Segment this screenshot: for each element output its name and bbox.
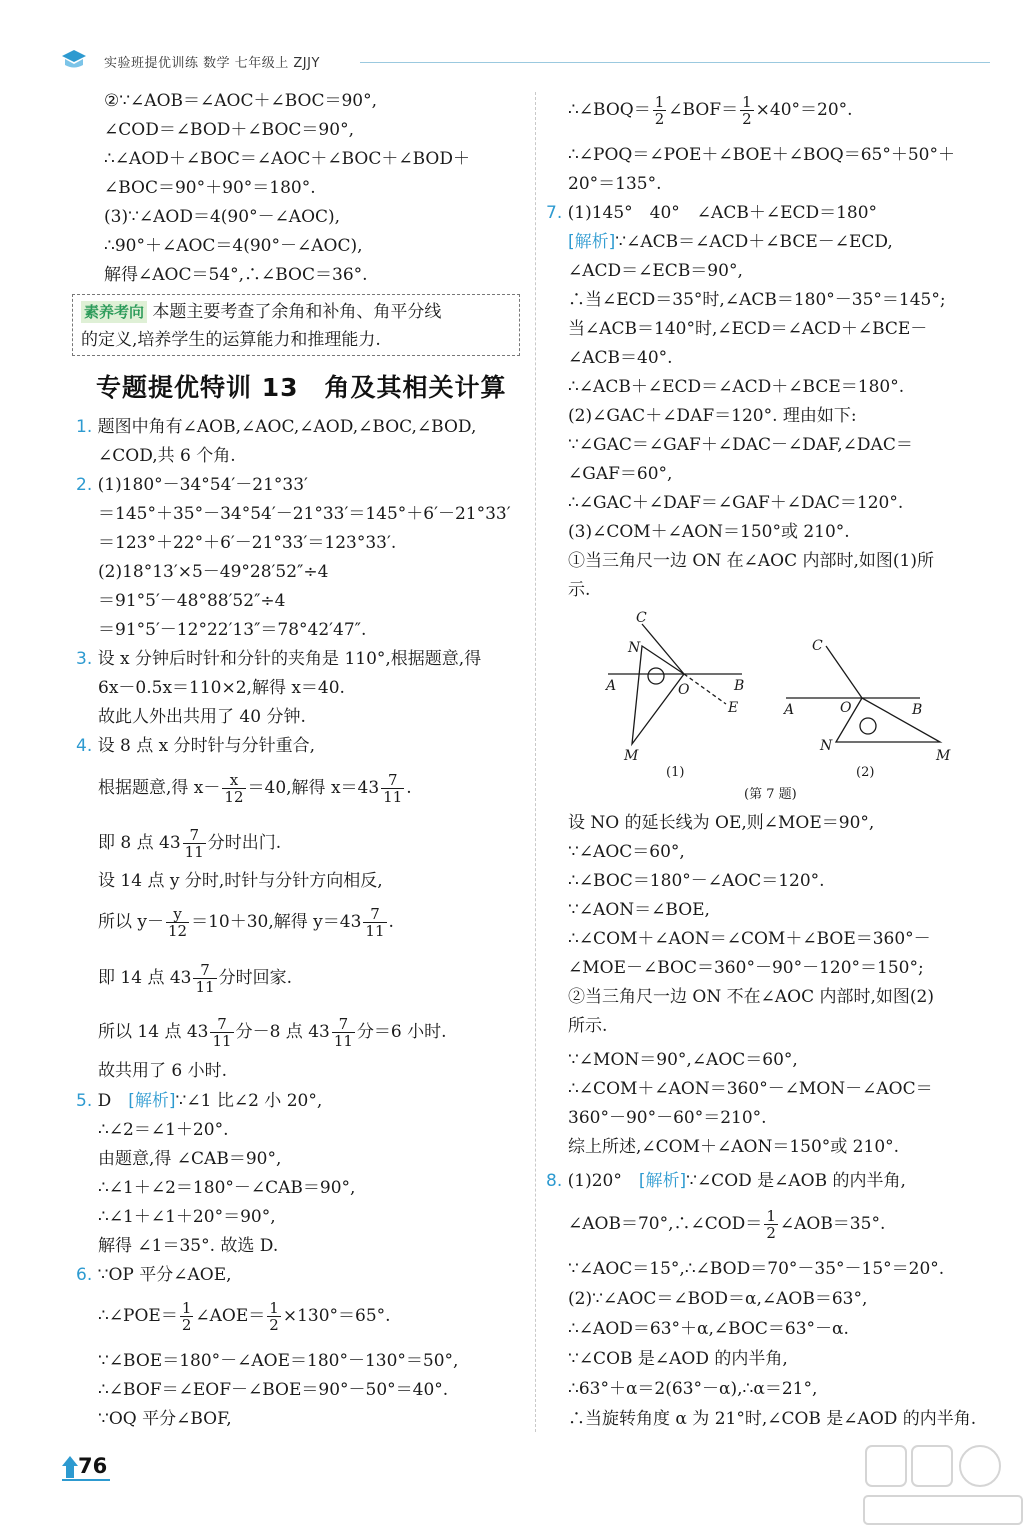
text-line: (2)∵∠AOC＝∠BOD＝α,∠AOB＝63°, <box>568 1289 868 1309</box>
text-line: ∴∠COM＋∠AON＝∠COM＋∠BOE＝360°－ <box>568 929 931 949</box>
text-line: ∴∠GAC＋∠DAF＝∠GAF＋∠DAC＝120°. <box>568 493 904 513</box>
section-title: 专题提优特训 13 角及其相关计算 <box>96 373 507 402</box>
text-line: ∴∠1＋∠1＋20°＝90°, <box>98 1207 276 1227</box>
header-rule <box>360 62 990 63</box>
analysis-tag: [解析] <box>128 1091 176 1111</box>
fraction: $\frac{1}{2}$ <box>654 93 665 128</box>
text-line: ∠AOB＝70°,∴∠COD＝ $\frac{1}{2}$ ∠AOB＝35°. <box>568 1207 886 1242</box>
text-line: ∠COD＝∠BOD＋∠BOC＝90°, <box>104 120 354 140</box>
text-line: 所以 14 点 43 $\frac{7}{11}$ 分－8 点 43 $\frac{7}{11}$ 分＝6 小时. <box>98 1015 447 1050</box>
fraction: $\frac{7}{11}$ <box>212 1015 232 1050</box>
question-7: 7. (1)145° 40° ∠ACB＋∠ECD＝180° <box>546 203 878 223</box>
text-line: 所示. <box>568 1016 608 1036</box>
text-line: 6x－0.5x＝110×2,解得 x＝40. <box>98 678 345 698</box>
svg-text:(2): (2) <box>856 765 875 780</box>
question-6: 6. ∵OP 平分∠AOE, <box>76 1265 232 1285</box>
question-4: 4. 设 8 点 x 分时针与分针重合, <box>76 736 316 756</box>
svg-text:B: B <box>912 702 923 718</box>
text-line: ∠ACD＝∠ECB＝90°, <box>568 261 743 281</box>
svg-text:A: A <box>606 678 617 694</box>
text-line: 解得 ∠1＝35°. 故选 D. <box>98 1236 279 1256</box>
text-line: 设 NO 的延长线为 OE,则∠MOE＝90°, <box>568 813 875 833</box>
text-line: ∠GAF＝60°, <box>568 464 673 484</box>
text-line: 故共用了 6 小时. <box>98 1061 228 1081</box>
text-line: ∵∠GAC＝∠GAF＋∠DAC－∠DAF,∠DAC＝ <box>568 435 913 455</box>
svg-text:N: N <box>820 738 833 754</box>
text-line: ∴63°＋α＝2(63°－α),∴α＝21°, <box>568 1379 818 1399</box>
svg-text:B: B <box>734 678 745 694</box>
text-line: ∵∠AOC＝15°,∴∠BOD＝70°－35°－15°＝20°. <box>568 1259 945 1279</box>
text-line: ∵∠AON＝∠BOE, <box>568 900 710 920</box>
text-line: ∴∠POQ＝∠POE＋∠BOE＋∠BOQ＝65°＋50°＋ <box>568 145 955 165</box>
note-line-2: 的定义,培养学生的运算能力和推理能力. <box>81 330 381 350</box>
column-divider <box>535 92 536 1432</box>
text-line: ∴∠BOC＝180°－∠AOC＝120°. <box>568 871 825 891</box>
page-number: 76 <box>78 1454 108 1478</box>
svg-text:N: N <box>628 640 641 656</box>
text-line: 360°－90°－60°＝210°. <box>568 1108 767 1128</box>
analysis-tag: [解析] <box>568 232 616 252</box>
question-8: 8. (1)20° [解析]∵∠COD 是∠AOB 的内半角, <box>546 1171 906 1191</box>
text-line: ∴90°＋∠AOC＝4(90°－∠AOC), <box>104 236 363 256</box>
figure-7 <box>598 608 978 808</box>
svg-text:M: M <box>624 748 639 764</box>
fraction: $\frac{7}{11}$ <box>383 771 403 806</box>
text-line: ∠ACB＝40°. <box>568 348 673 368</box>
text-line: ∴当∠ECD＝35°时,∠ACB＝180°－35°＝145°; <box>568 290 946 310</box>
text-line: 设 14 点 y 分时,时针与分针方向相反, <box>98 871 383 891</box>
text-line: ＝145°＋35°－34°54′－21°33′＝145°＋6′－21°33′ <box>98 504 511 524</box>
text-line: ∴∠COM＋∠AON＝360°－∠MON－∠AOC＝ <box>568 1079 933 1099</box>
note-line-1: 本题主要考查了余角和补角、角平分线 <box>147 302 442 322</box>
svg-text:M: M <box>936 748 951 764</box>
svg-text:C: C <box>812 638 823 654</box>
fraction: $\frac{7}{11}$ <box>184 826 204 861</box>
fraction: $\frac{7}{11}$ <box>365 905 385 940</box>
text-line: ∵∠BOE＝180°－∠AOE＝180°－130°＝50°, <box>98 1351 459 1371</box>
text-line: ∵∠AOC＝60°, <box>568 842 685 862</box>
geometry-figure <box>598 608 978 808</box>
text-line: 示. <box>568 580 591 600</box>
svg-text:O: O <box>678 682 690 698</box>
book-title: 实验班提优训练 数学 七年级上 ZJJY <box>104 56 320 71</box>
text-line: 所以 y－ $\frac{y}{12}$ ＝10＋30,解得 y＝43 $\frac{7}{11}$ . <box>98 905 394 940</box>
text-line: ＝91°5′－12°22′13″＝78°42′47″. <box>98 620 367 640</box>
text-line: 当∠ACB＝140°时,∠ECD＝∠ACD＋∠BCE－ <box>568 319 928 339</box>
text-line: 即 8 点 43 $\frac{7}{11}$ 分时出门. <box>98 826 282 861</box>
text-line: ∵∠COB 是∠AOD 的内半角, <box>568 1349 788 1369</box>
svg-text:(第 7 题): (第 7 题) <box>744 787 797 802</box>
svg-text:O: O <box>840 700 852 716</box>
fraction: $\frac{y}{12}$ <box>168 905 188 940</box>
text-line: ∴∠2＝∠1＋20°. <box>98 1120 229 1140</box>
question-2: 2. (1)180°－34°54′－21°33′ <box>76 475 308 495</box>
fraction: $\frac{x}{12}$ <box>224 771 244 806</box>
text-line: 故此人外出共用了 40 分钟. <box>98 707 306 727</box>
svg-text:(1): (1) <box>666 765 685 780</box>
svg-text:A: A <box>784 702 795 718</box>
svg-text:C: C <box>636 610 647 626</box>
text-line: ②∵∠AOB＝∠AOC＋∠BOC＝90°, <box>104 91 378 111</box>
text-line: (3)∠COM＋∠AON＝150°或 210°. <box>568 522 850 542</box>
text-line: ∴∠1＋∠2＝180°－∠CAB＝90°, <box>98 1178 356 1198</box>
text-line: ∵OQ 平分∠BOF, <box>98 1409 232 1429</box>
text-line: [解析]∵∠ACB＝∠ACD＋∠BCE－∠ECD, <box>568 232 893 252</box>
text-line: 由题意,得 ∠CAB＝90°, <box>98 1149 282 1169</box>
text-line: ∠BOC＝90°＋90°＝180°. <box>104 178 316 198</box>
text-line: ＝91°5′－48°88′52″÷4 <box>98 591 286 611</box>
text-line: ∴∠AOD＝63°＋α,∠BOC＝63°－α. <box>568 1319 849 1339</box>
question-1: 1. 题图中角有∠AOB,∠AOC,∠AOD,∠BOC,∠BOD, <box>76 417 477 437</box>
text-line: 20°＝135°. <box>568 174 662 194</box>
competency-note <box>72 294 520 356</box>
page-number-badge <box>60 1452 112 1482</box>
fraction: $\frac{7}{11}$ <box>333 1015 353 1050</box>
question-3: 3. 设 x 分钟后时针和分针的夹角是 110°,根据题意,得 <box>76 649 482 669</box>
text-line: ∴当旋转角度 α 为 21°时,∠COB 是∠AOD 的内半角. <box>568 1409 977 1429</box>
text-line: (3)∵∠AOD＝4(90°－∠AOC), <box>104 207 341 227</box>
note-tag: 素养考向 <box>81 301 147 323</box>
watermark-logo <box>858 1440 1028 1530</box>
text-line: ∴∠ACB＋∠ECD＝∠ACD＋∠BCE＝180°. <box>568 377 905 397</box>
analysis-tag: [解析] <box>638 1171 687 1191</box>
text-line: (2)∠GAC＋∠DAF＝120°. 理由如下: <box>568 406 857 426</box>
book-logo-icon <box>60 48 88 72</box>
text-line: ∴∠AOD＋∠BOC＝∠AOC＋∠BOC＋∠BOD＋ <box>104 149 470 169</box>
text-line: (2)18°13′×5－49°28′52″÷4 <box>98 562 329 582</box>
text-line: ∠MOE－∠BOC＝360°－90°－120°＝150°; <box>568 958 924 978</box>
text-line: ②当三角尺一边 ON 不在∠AOC 内部时,如图(2) <box>568 987 934 1007</box>
fraction: $\frac{1}{2}$ <box>181 1299 192 1334</box>
text-line: 根据题意,得 x－ $\frac{x}{12}$ ＝40,解得 x＝43 $\frac{7}{11}$ . <box>98 771 412 806</box>
text-line: ∴∠POE＝ $\frac{1}{2}$ ∠AOE＝ $\frac{1}{2}$ ×130°＝65°. <box>98 1299 391 1334</box>
text-line: ①当三角尺一边 ON 在∠AOC 内部时,如图(1)所 <box>568 551 934 571</box>
svg-text:E: E <box>728 700 739 716</box>
text-line: ∠COD,共 6 个角. <box>98 446 236 466</box>
text-line: ∴∠BOQ＝ $\frac{1}{2}$ ∠BOF＝ $\frac{1}{2}$ ×40°＝20°. <box>568 93 853 128</box>
text-line: 综上所述,∠COM＋∠AON＝150°或 210°. <box>568 1137 900 1157</box>
fraction: $\frac{7}{11}$ <box>195 961 215 996</box>
text-line: 解得∠AOC＝54°,∴∠BOC＝36°. <box>104 265 368 285</box>
text-line: ∵∠MON＝90°,∠AOC＝60°, <box>568 1050 798 1070</box>
fraction: $\frac{1}{2}$ <box>742 93 752 128</box>
text-line: 即 14 点 43 $\frac{7}{11}$ 分时回家. <box>98 961 292 996</box>
text-line: ＝123°＋22°＋6′－21°33′＝123°33′. <box>98 533 397 553</box>
question-5: 5. D [解析]∵∠1 比∠2 小 20°, <box>76 1091 323 1111</box>
text-line: ∴∠BOF＝∠EOF－∠BOE＝90°－50°＝40°. <box>98 1380 449 1400</box>
page-header <box>60 48 990 74</box>
fraction: $\frac{1}{2}$ <box>269 1299 279 1334</box>
fraction: $\frac{1}{2}$ <box>766 1207 776 1242</box>
